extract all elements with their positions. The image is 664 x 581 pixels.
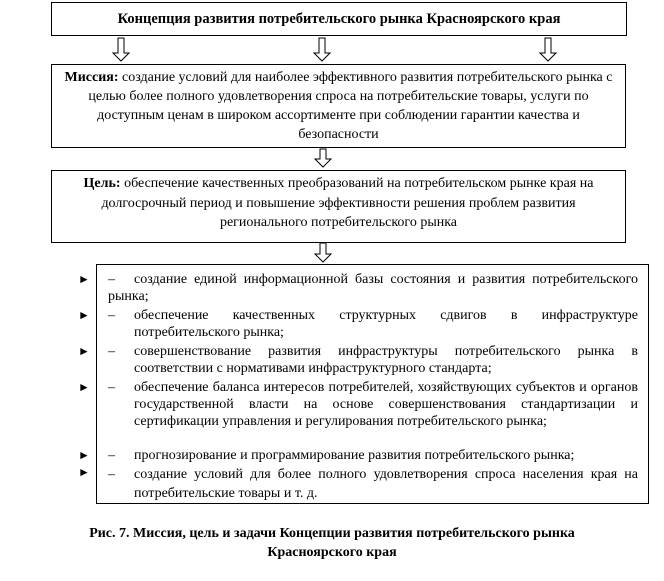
arrow-down-icon	[315, 149, 331, 167]
task-item	[108, 447, 638, 464]
task-dash: –	[108, 308, 115, 323]
task-item	[108, 465, 638, 503]
figure-caption	[0, 524, 664, 562]
task-item	[108, 379, 638, 430]
task-text: обеспечение качественных структурных сдвигов в инфраструктуре потребительского рынка;	[134, 308, 638, 340]
task-text: совершенствование развития инфраструктуры потребительского рынка в соответствии с нормативами инфраструктурного стандарта;	[134, 344, 638, 376]
bullet-arrow-icon: ►	[78, 344, 90, 358]
task-text: прогнозирование и программирование развития потребительского рынка;	[134, 448, 575, 463]
concept-title: Концепция развития потребительского рынка Красноярского края	[117, 10, 561, 27]
task-dash: –	[108, 344, 115, 359]
arrow-down-icon	[113, 38, 129, 61]
task-item	[108, 307, 638, 341]
task-dash: –	[108, 467, 115, 482]
task-text: обеспечение баланса интересов потребителей, хозяйствующих субъектов и органов государственной власти на основе совершенствования стандартизации и сертификации управления и регулирования потребительского рынка;	[134, 380, 638, 429]
bullet-arrow-icon: ►	[78, 272, 90, 286]
bullet-arrow-icon: ►	[78, 465, 90, 479]
arrow-down-icon	[315, 243, 331, 262]
goal-label: Цель:	[83, 176, 121, 191]
mission-label: Миссия:	[64, 70, 119, 85]
task-dash: –	[108, 448, 115, 463]
arrow-down-icon	[314, 38, 330, 61]
task-dash: –	[108, 272, 115, 287]
goal-text: обеспечение качественных преобразований на потребительском рынке края на долгосрочный период и повышение эффективности решения проблем развития регионального потребительского рынка	[101, 176, 594, 230]
caption-line-1: Рис. 7. Миссия, цель и задачи Концепции развития потребительского рынка	[89, 526, 575, 541]
goal-box	[51, 170, 626, 243]
bullet-arrow-icon: ►	[78, 448, 90, 462]
task-text: создание единой информационной базы состояния и развития потребительского рынка;	[108, 272, 638, 304]
bullet-arrow-icon: ►	[78, 380, 90, 394]
arrow-down-icon	[540, 38, 556, 61]
task-item	[108, 271, 638, 305]
mission-text: создание условий для наиболее эффективного развития потребительского рынка с целью более полного удовлетворения спроса на потребительские товары, услуги по доступным ценам в широком ассортименте при соблюдении гарантии качества и безопасности	[88, 70, 613, 142]
task-dash: –	[108, 380, 115, 395]
task-item	[108, 343, 638, 377]
bullet-arrow-icon: ►	[78, 308, 90, 322]
mission-box	[51, 64, 626, 148]
task-text: создание условий для более полного удовлетворения спроса населения края на потребительские товары и т. д.	[134, 467, 638, 501]
caption-line-2: Красноярского края	[267, 545, 397, 560]
